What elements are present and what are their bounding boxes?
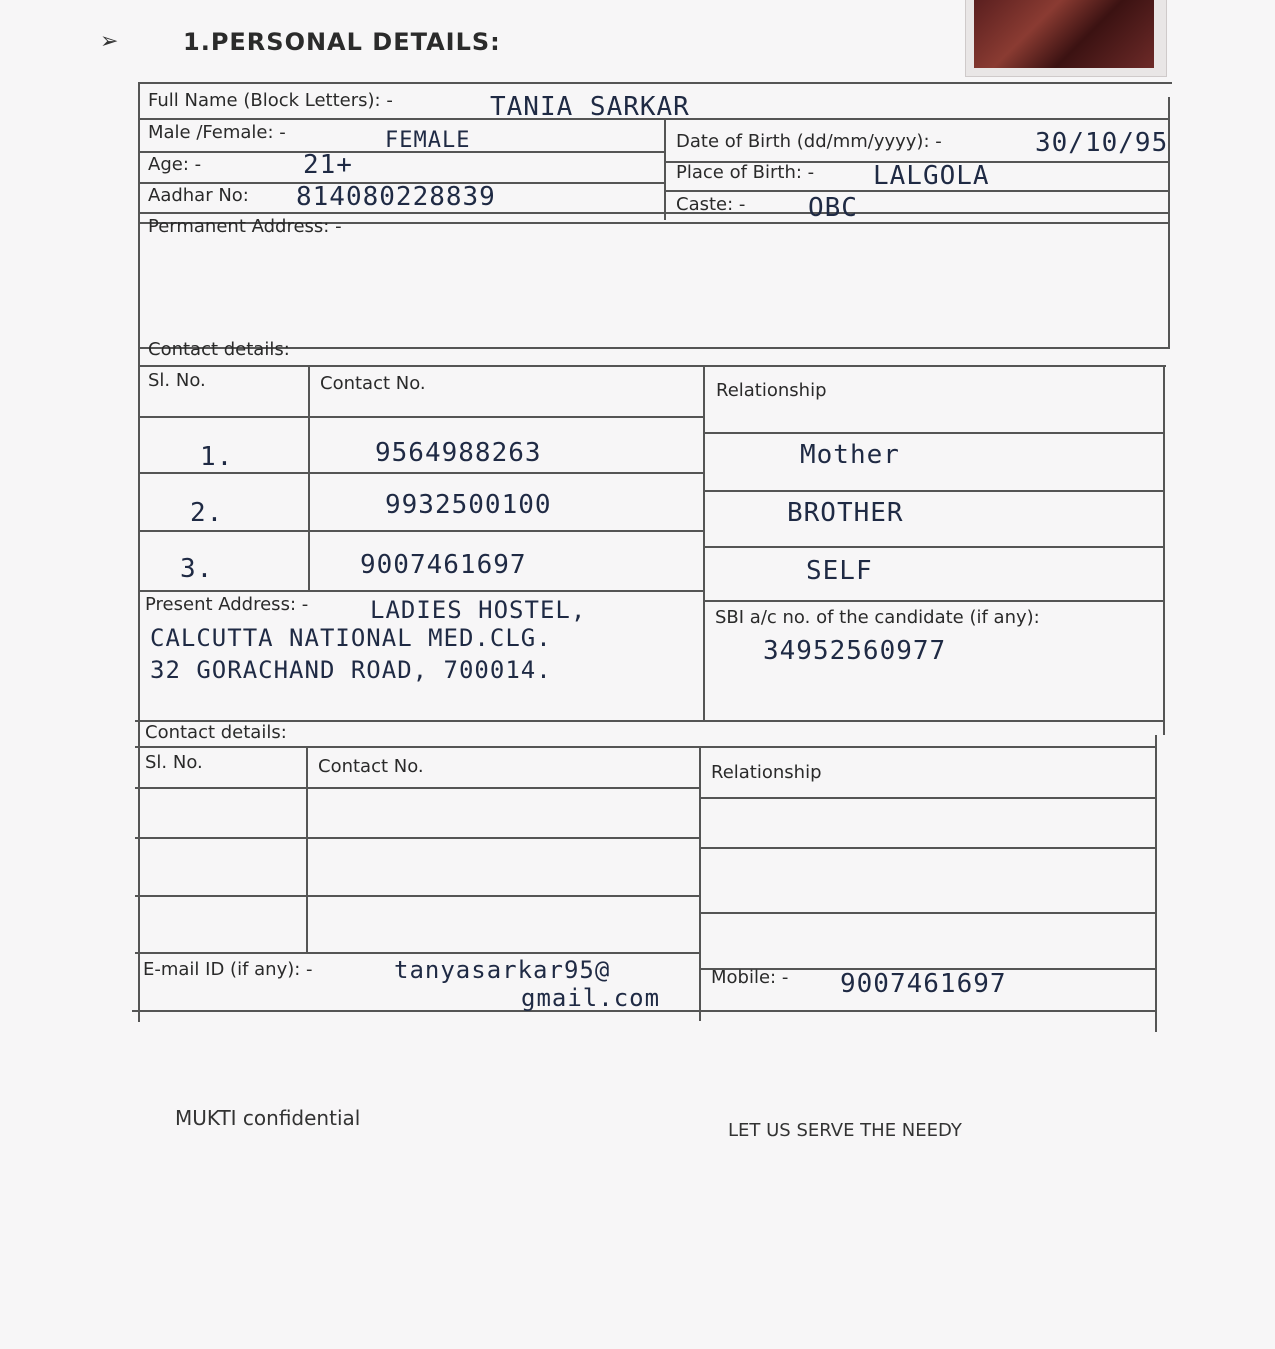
present-address-line3: 32 GORACHAND ROAD, 700014. (150, 656, 552, 684)
col-divider (699, 746, 701, 1021)
email-value-line2: gmail.com (521, 984, 661, 1012)
aadhar-label: Aadhar No: (148, 185, 249, 206)
footer-right: LET US SERVE THE NEEDY (728, 1120, 962, 1141)
email-label: E-mail ID (if any): - (143, 959, 313, 980)
present-address-line1: LADIES HOSTEL, (370, 596, 587, 624)
table-border-top (138, 82, 1172, 84)
table-row-number: 9932500100 (385, 490, 552, 520)
section-title: 1.PERSONAL DETAILS: (183, 28, 501, 56)
age-label: Age: - (148, 154, 202, 175)
row-divider (138, 472, 703, 474)
dob-value: 30/10/95 (1035, 128, 1169, 158)
row-divider (138, 212, 1170, 214)
row-divider (135, 746, 1157, 748)
gender-label: Male /Female: - (148, 122, 286, 143)
row-divider (138, 365, 1166, 367)
dob-label: Date of Birth (dd/mm/yyyy): - (676, 131, 942, 152)
full-name-value: TANIA SARKAR (490, 92, 690, 122)
table-row-sl: 3. (180, 554, 214, 584)
table-row-number: 9564988263 (375, 438, 542, 468)
email-value-line1: tanyasarkar95@ (394, 956, 611, 984)
place-of-birth-value: LALGOLA (873, 161, 990, 191)
caste-label: Caste: - (676, 194, 746, 215)
col-divider (306, 746, 308, 952)
mobile-label: Mobile: - (711, 967, 789, 988)
row-divider (135, 895, 699, 897)
contact-details-title-2: Contact details: (145, 722, 287, 743)
row-divider (703, 432, 1163, 434)
bullet-arrow-icon: ➢ (100, 29, 119, 54)
row-divider (308, 416, 703, 418)
table-row-sl: 1. (200, 442, 234, 472)
mobile-value: 9007461697 (840, 969, 1007, 999)
sbi-value: 34952560977 (763, 636, 947, 666)
row-divider (135, 720, 1163, 722)
place-of-birth-label: Place of Birth: - (676, 162, 815, 183)
col-divider (664, 120, 666, 220)
present-address-line2: CALCUTTA NATIONAL MED.CLG. (150, 624, 552, 652)
present-address-label: Present Address: - (145, 594, 309, 615)
table-border-right (1163, 365, 1165, 735)
table-row-number: 9007461697 (360, 550, 527, 580)
row-divider (135, 837, 699, 839)
row-divider (138, 590, 703, 592)
col-header-relationship: Relationship (716, 380, 827, 401)
col-header-relationship-2: Relationship (711, 762, 822, 783)
caste-value: OBC (808, 193, 858, 223)
full-name-label: Full Name (Block Letters): - (148, 90, 393, 111)
gender-value: FEMALE (385, 128, 471, 153)
footer-left: MUKTI confidential (175, 1106, 361, 1130)
permanent-address-label: Permanent Address: - (148, 216, 342, 237)
col-divider (703, 365, 705, 722)
candidate-photo (974, 0, 1154, 68)
row-divider (135, 952, 699, 954)
table-row-relationship: Mother (800, 440, 900, 470)
contact-details-title: Contact details: (148, 339, 290, 360)
row-divider (703, 490, 1163, 492)
row-divider (699, 912, 1155, 914)
table-row-relationship: BROTHER (787, 498, 904, 528)
row-divider (138, 530, 703, 532)
col-header-sl: Sl. No. (148, 370, 206, 391)
col-divider (308, 365, 310, 590)
row-divider (699, 797, 1155, 799)
col-header-contact-2: Contact No. (318, 756, 424, 777)
photo-frame (965, 0, 1167, 77)
col-header-contact: Contact No. (320, 373, 426, 394)
aadhar-value: 814080228839 (296, 182, 496, 212)
sbi-label: SBI a/c no. of the candidate (if any): (715, 607, 1040, 628)
table-row-relationship: SELF (806, 556, 873, 586)
col-header-sl-2: Sl. No. (145, 752, 203, 773)
table-row-sl: 2. (190, 498, 224, 528)
row-divider (138, 416, 308, 418)
row-divider (138, 347, 1170, 349)
age-value: 21+ (303, 150, 353, 180)
row-divider (703, 600, 1163, 602)
table-border-right-lower (1155, 735, 1157, 1032)
row-divider (699, 847, 1155, 849)
row-divider (135, 787, 699, 789)
row-divider (703, 546, 1163, 548)
